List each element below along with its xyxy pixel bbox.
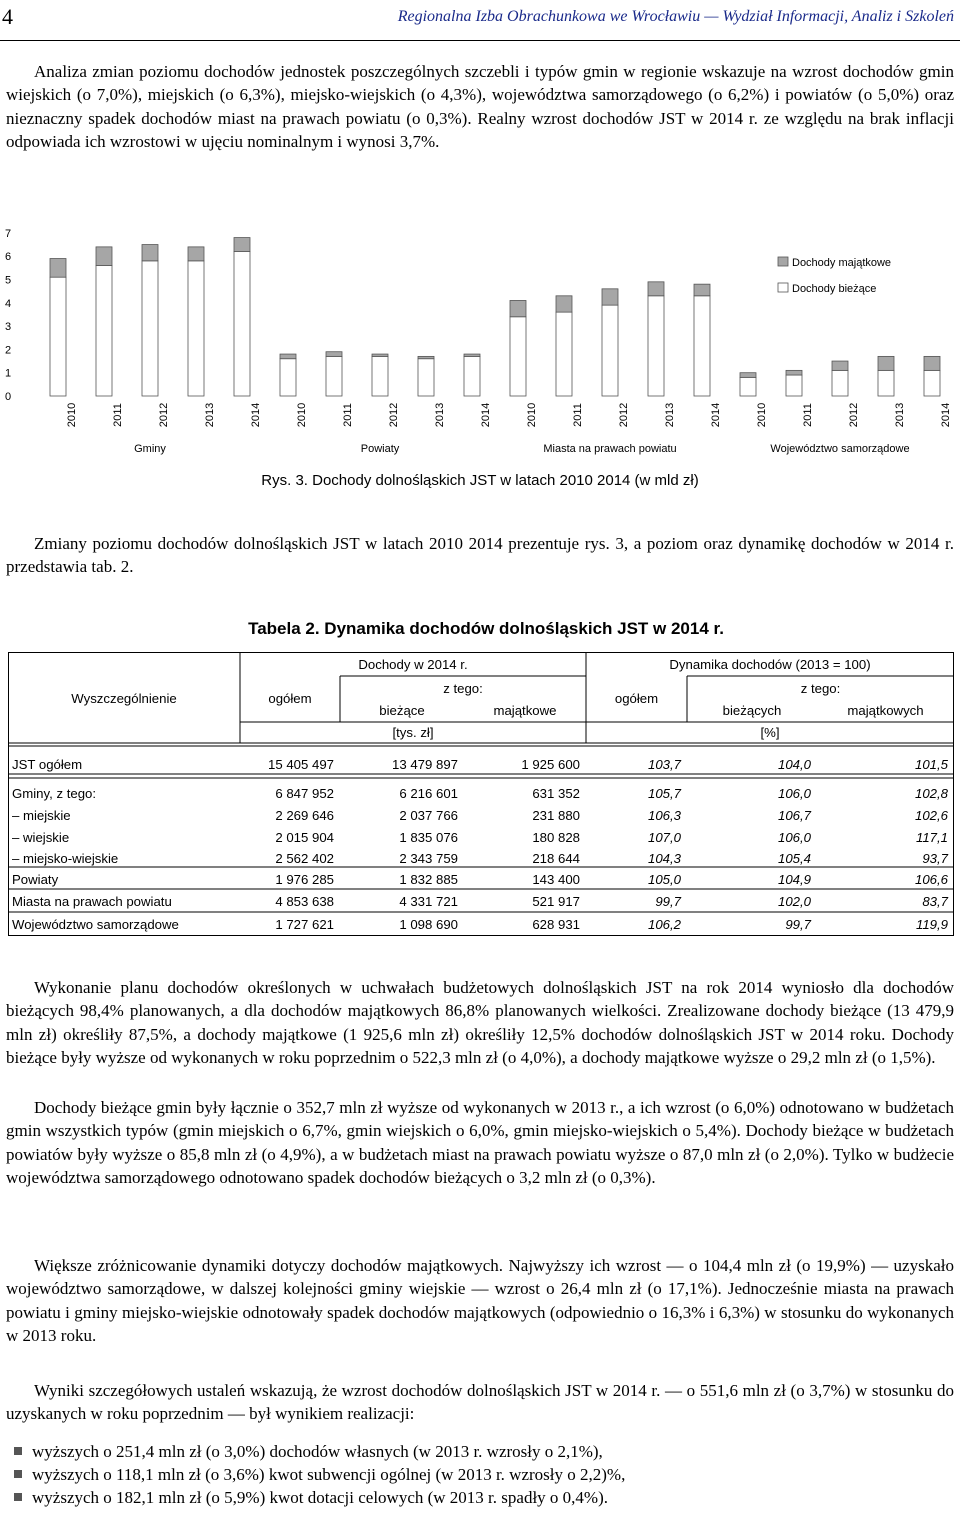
bar-capital	[464, 354, 480, 356]
table-row-label: – miejskie	[12, 808, 71, 823]
table-cell: 231 880	[532, 808, 580, 823]
legend-swatch-capital	[778, 257, 788, 266]
table-cell: 4 853 638	[275, 894, 334, 909]
table-cell: 6 216 601	[399, 786, 458, 801]
page-header	[0, 0, 960, 41]
table-caption: Tabela 2. Dynamika dochodów dolnośląskich JST w 2014 r.	[248, 619, 724, 638]
intro-paragraph: Analiza zmian poziomu dochodów jednostek poszczególnych szczebli i typów gmin w regionie wskazuje na wzrost dochodów gmin wiejskich (o 7,0%), miejskich (o 6,3%), miejsko-wiejskich (o 4,3%), województwa samorządowego (o 6,2%) i powiatów (o 5,0%) oraz nieznaczny spadek dochodów miast na prawach powiatu (o 0,3%). Realny wzrost dochodów JST w 2014 r. ze względu na brak inflacji odpowiada ich wzrostowi w ujęciu nominalnym i wynosi 3,7%.	[6, 62, 954, 152]
paragraph-4: Dochody bieżące gmin były łącznie o 352,7 mln zł wyższe od wykonanych w 2013 r., a ich wzrost (o 6,0%) odnotowano w budżetach gmin wszystkich typów (gmin miejskich o 6,7%, gmin wiejskich o 6,0%, gmin miejsko-wiejskich o 5,4%). Dochody bieżące w budżetach powiatów były wyższe o 85,8 mln zł (o 4,9%), a w budżetach miast na prawach powiatu wyższe o 87,0 mln zł (o 2,0%). Tylko w budżecie województwa samorządowego odnotowano spadek dochodów bieżących o 3,2 mln zł (o 0,3%).	[6, 1098, 954, 1188]
bar-capital	[510, 300, 526, 316]
table-cell: 99,7	[655, 894, 681, 909]
table-row-label: Powiaty	[12, 872, 59, 887]
bar-capital	[372, 354, 388, 356]
bullet-square-icon	[14, 1447, 22, 1455]
header-unit-thousand-pln: [tys. zł]	[392, 725, 434, 740]
bar-current	[556, 312, 572, 396]
table-cell: 103,7	[647, 757, 681, 772]
header-title: Regionalna Izba Obrachunkowa we Wrocławiu — Wydział Informacji, Analiz i Szkoleń	[397, 8, 954, 25]
bar-capital	[50, 259, 66, 278]
table-cell: 106,3	[647, 808, 681, 823]
bar-capital	[648, 282, 664, 296]
table-cell: 628 931	[532, 917, 580, 932]
table-row-label: JST ogółem	[12, 757, 83, 772]
table-cell: 104,9	[777, 872, 811, 887]
figure-caption: Rys. 3. Dochody dolnośląskich JST w latach 2010 2014 (w mld zł)	[261, 472, 699, 489]
x-tick-label: 2013	[894, 402, 906, 428]
bar-current	[602, 305, 618, 396]
table-row-label: Gminy, z tego:	[12, 786, 97, 801]
bullet-item: wyższych o 118,1 mln zł (o 3,6%) kwot subwencji ogólnej (w 2013 r. wzrosły o 2,2)%,	[14, 1464, 954, 1486]
bar-capital	[234, 238, 250, 252]
bar-capital	[602, 289, 618, 305]
bar-current	[142, 261, 158, 396]
bar-capital	[786, 370, 802, 375]
y-tick-label: 7	[4, 227, 12, 240]
header-capital: majątkowe	[493, 703, 557, 718]
group-label: Gminy	[134, 443, 166, 455]
table-cell: 6 847 952	[275, 786, 334, 801]
bar-capital	[832, 361, 848, 370]
bar-current	[924, 370, 940, 396]
group-label: Miasta na prawach powiatu	[543, 443, 677, 455]
x-tick-label: 2010	[526, 402, 538, 428]
table-row-label: – wiejskie	[12, 830, 70, 845]
x-tick-label: 2012	[618, 402, 630, 428]
bar-capital	[280, 354, 296, 359]
bar-current	[418, 359, 434, 396]
bar-capital	[96, 247, 112, 266]
table-cell: 107,0	[647, 830, 681, 845]
legend-label-current: Dochody bieżące	[792, 283, 877, 295]
table-cell: 102,8	[914, 786, 948, 801]
bar-current	[326, 356, 342, 396]
table-cell: 104,0	[777, 757, 811, 772]
header-group-revenue: Dochody w 2014 r.	[358, 657, 468, 672]
header-capital-dyn: majątkowych	[847, 703, 924, 718]
group-label: Województwo samorządowe	[770, 443, 910, 455]
table-cell: 2 269 646	[275, 808, 334, 823]
table-cell: 83,7	[922, 894, 948, 909]
x-tick-label: 2013	[664, 402, 676, 428]
table-cell: 99,7	[785, 917, 811, 932]
table-cell: 104,3	[647, 851, 681, 866]
bar-current	[786, 375, 802, 396]
bar-capital	[142, 245, 158, 261]
table-row-label: – miejsko-wiejskie	[12, 851, 119, 866]
bar-current	[188, 261, 204, 396]
bar-capital	[556, 296, 572, 312]
table-cell: 143 400	[532, 872, 580, 887]
bar-current	[234, 252, 250, 396]
x-tick-label: 2010	[66, 402, 78, 428]
table-row-label: Miasta na prawach powiatu	[12, 894, 172, 909]
y-tick-label: 4	[4, 297, 12, 310]
bar-capital	[694, 284, 710, 296]
x-tick-label: 2012	[158, 402, 170, 428]
bullet-square-icon	[14, 1493, 22, 1501]
x-tick-label: 2014	[710, 402, 722, 428]
table-cell: 105,7	[647, 786, 681, 801]
paragraph-2: Zmiany poziomu dochodów dolnośląskich JST w latach 2010 2014 prezentuje rys. 3, a poziom oraz dynamikę dochodów w 2014 r. przedstawia tab. 2.	[6, 534, 954, 577]
y-tick-label: 1	[4, 367, 12, 380]
y-tick-label: 2	[4, 344, 12, 357]
table-cell: 1 925 600	[521, 757, 580, 772]
table-cell: 1 835 076	[399, 830, 458, 845]
x-tick-label: 2010	[296, 402, 308, 428]
x-tick-label: 2012	[848, 402, 860, 428]
table-cell: 1 098 690	[399, 917, 458, 932]
bar-current	[878, 370, 894, 396]
bar-capital	[418, 356, 434, 358]
header-unit-percent: [%]	[760, 725, 780, 740]
bar-current	[740, 377, 756, 396]
bar-current	[832, 370, 848, 396]
table-cell: 13 479 897	[391, 757, 458, 772]
bullet-item: wyższych o 251,4 mln zł (o 3,0%) dochodów własnych (w 2013 r. wzrosły o 2,1%),	[14, 1441, 954, 1463]
bar-current	[372, 356, 388, 396]
table-cell: 93,7	[922, 851, 948, 866]
x-tick-label: 2014	[940, 402, 952, 428]
bar-current	[648, 296, 664, 396]
x-tick-label: 2011	[572, 403, 584, 427]
table-cell: 105,4	[777, 851, 811, 866]
bar-capital	[924, 356, 940, 370]
bar-current	[50, 277, 66, 396]
revenue-chart	[0, 220, 960, 465]
page-number: 4	[2, 4, 13, 29]
x-tick-label: 2011	[112, 403, 124, 427]
bar-current	[280, 359, 296, 396]
table-cell: 631 352	[532, 786, 580, 801]
table-cell: 106,0	[777, 830, 811, 845]
y-tick-label: 0	[4, 391, 12, 403]
x-tick-label: 2014	[250, 402, 262, 428]
table-cell: 1 727 621	[275, 917, 334, 932]
bar-current	[96, 266, 112, 396]
y-tick-label: 3	[4, 321, 12, 334]
table-row-label: Województwo samorządowe	[12, 917, 179, 932]
table-cell: 4 331 721	[399, 894, 458, 909]
header-total-dynamics: ogółem	[614, 691, 659, 706]
y-tick-label: 5	[4, 274, 12, 287]
legend-swatch-current	[778, 283, 788, 292]
header-total-revenue: ogółem	[268, 691, 312, 706]
header-of-which-2: z tego:	[800, 681, 841, 696]
x-tick-label: 2011	[802, 403, 814, 427]
x-tick-label: 2012	[388, 402, 400, 428]
table-cell: 180 828	[532, 830, 580, 845]
y-tick-label: 6	[4, 251, 12, 264]
table-cell: 105,0	[647, 872, 681, 887]
header-col-name: Wyszczególnienie	[71, 691, 177, 706]
header-group-dynamics: Dynamika dochodów (2013 = 100)	[669, 657, 871, 672]
x-tick-label: 2014	[480, 402, 492, 428]
table-cell: 218 644	[532, 851, 580, 866]
group-label: Powiaty	[360, 443, 400, 455]
table-cell: 102,6	[914, 808, 948, 823]
table-cell: 1 832 885	[399, 872, 458, 887]
bullet-square-icon	[14, 1470, 22, 1478]
table-cell: 521 917	[532, 894, 580, 909]
table-cell: 106,2	[647, 917, 681, 932]
table-cell: 119,9	[915, 917, 948, 932]
x-tick-label: 2013	[434, 402, 446, 428]
x-tick-label: 2013	[204, 402, 216, 428]
table-cell: 117,1	[915, 830, 948, 845]
legend-label-capital: Dochody majątkowe	[792, 257, 892, 269]
paragraph-6: Wyniki szczegółowych ustaleń wskazują, że wzrost dochodów dolnośląskich JST w 2014 r. — o 551,6 mln zł (o 3,7%) w stosunku do uzyskanych w roku poprzednim — był wynikiem realizacji:	[6, 1381, 954, 1424]
bar-capital	[326, 352, 342, 357]
table-cell: 101,5	[914, 757, 948, 772]
table-cell: 106,7	[777, 808, 811, 823]
paragraph-5: Większe zróżnicowanie dynamiki dotyczy dochodów majątkowych. Najwyższy ich wzrost — o 104,4 mln zł (o 19,9%) — uzyskało województwo samorządowe, w dalszej kolejności gminy wiejskie — wzrost o 26,4 mln zł (o 17,1%). Jednocześnie miasta na prawach powiatu i gminy miejsko-wiejskie odnotowały spadek dochodów majątkowych (odpowiednio o 16,3% i 6,3%) w stosunku do wykonanych w 2013 roku.	[6, 1256, 954, 1346]
table-cell: 102,0	[777, 894, 811, 909]
table-cell: 2 343 759	[399, 851, 458, 866]
table-cell: 2 015 904	[275, 830, 334, 845]
header-of-which-1: z tego:	[443, 681, 483, 696]
header-current-dyn: bieżących	[722, 703, 782, 718]
table-cell: 106,6	[914, 872, 948, 887]
header-current: bieżące	[379, 703, 425, 718]
table-cell: 15 405 497	[267, 757, 334, 772]
bullet-item: wyższych o 182,1 mln zł (o 5,9%) kwot dotacji celowych (w 2013 r. spadły o 0,4%).	[14, 1487, 954, 1509]
bar-current	[464, 356, 480, 396]
paragraph-3: Wykonanie planu dochodów określonych w uchwałach budżetowych dolnośląskich JST na rok 2014 wyniosło dla dochodów bieżących 98,4% planowanych, a dla dochodów majątkowych 86,8% planowanych wielkości. Zrealizowane dochody bieżące (13 479,9 mln zł) określiły 87,5%, a dochody majątkowe (1 925,6 mln zł) określiły 12,5% dochodów dolnośląskich JST w 2014 roku. Dochody bieżące były wyższe od wykonanych w roku poprzednim o 522,3 mln zł (o 4,0%), a dochody majątkowe wyższe o 29,2 mln zł (o 1,5%).	[6, 978, 954, 1068]
x-tick-label: 2011	[342, 403, 354, 427]
bar-current	[694, 296, 710, 396]
x-tick-label: 2010	[756, 402, 768, 428]
bar-capital	[878, 356, 894, 370]
table-cell: 2 037 766	[399, 808, 458, 823]
table-cell: 2 562 402	[275, 851, 334, 866]
table-cell: 1 976 285	[275, 872, 334, 887]
bar-capital	[188, 247, 204, 261]
bar-current	[510, 317, 526, 396]
table-cell: 106,0	[777, 786, 811, 801]
bar-capital	[740, 373, 756, 378]
